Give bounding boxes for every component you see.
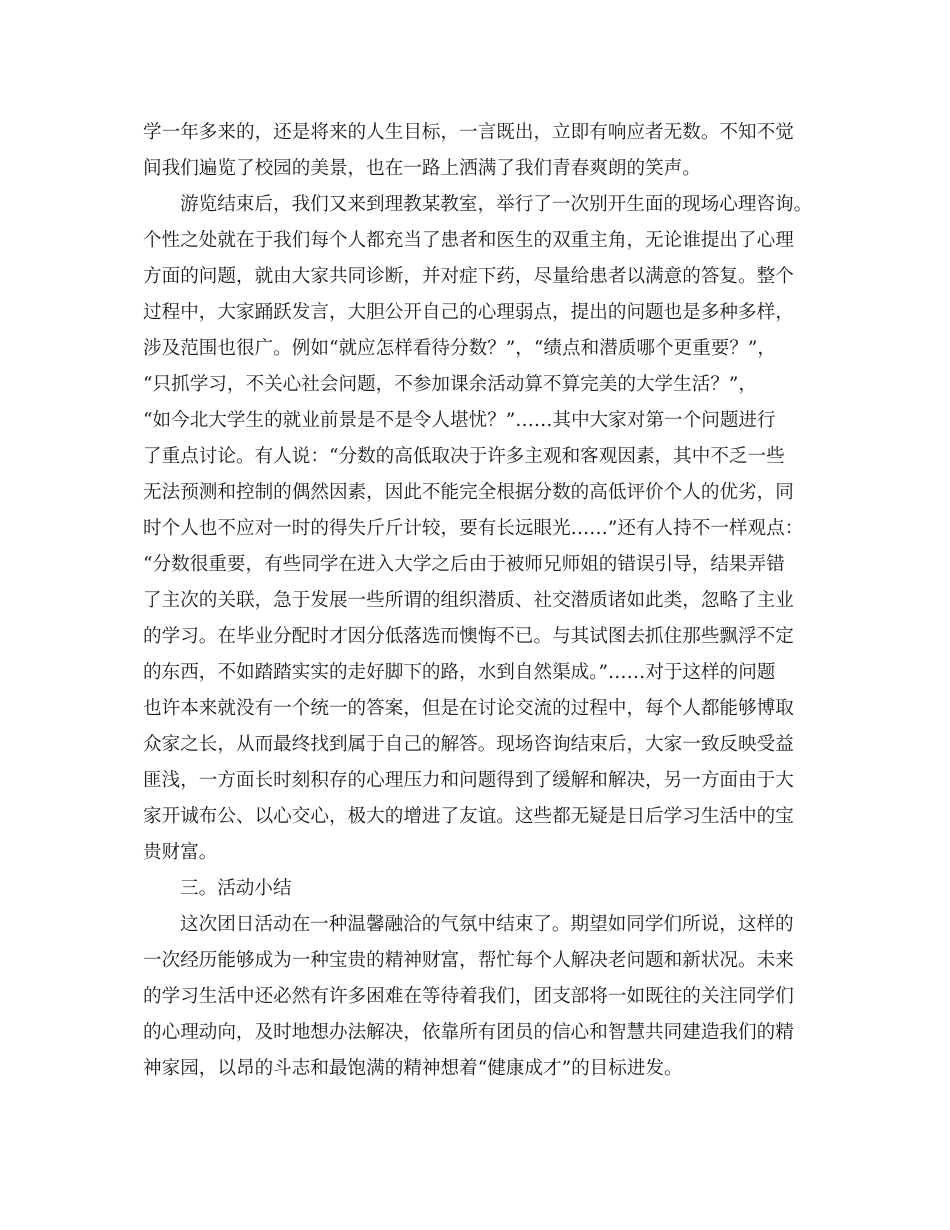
text-line: 匪浅，一方面长时刻积存的心理压力和问题得到了缓解和解决，另一方面由于大	[143, 770, 794, 791]
text-line: 贵财富。	[143, 842, 218, 863]
text-line: 涉及范围也很广。例如“就应怎样看待分数？”，“绩点和潜质哪个更重要？”，	[143, 338, 777, 359]
text-line: 过程中，大家踊跃发言，大胆公开自己的心理弱点，提出的问题也是多种多样，	[143, 302, 794, 323]
text-line: “分数很重要，有些同学在进入大学之后由于被师兄师姐的错误引导，结果弄错	[143, 554, 785, 575]
text-line: “如今北大学生的就业前景是不是令人堪忧？”……其中大家对第一个问题进行	[143, 410, 776, 431]
text-line: 一次经历能够成为一种宝贵的精神财富，帮忙每个人解决老问题和新状况。未来	[143, 950, 794, 971]
text-line: 的学习。在毕业分配时才因分低落选而懊悔不已。与其试图去抓住那些飘浮不定	[143, 626, 794, 647]
text-line: 的东西，不如踏踏实实的走好脚下的路，水到自然渠成。”……对于这样的问题	[143, 662, 776, 683]
section-heading: 三。活动小结	[180, 878, 292, 899]
text-line: 的学习生活中还必然有许多困难在等待着我们，团支部将一如既往的关注同学们	[143, 986, 794, 1007]
text-line: 的心理动向，及时地想办法解决，依靠所有团员的信心和智慧共同建造我们的精	[143, 1022, 794, 1043]
text-line: 学一年多来的，还是将来的人生目标，一言既出，立即有响应者无数。不知不觉	[143, 122, 794, 143]
text-line: 家开诚布公、以心交心，极大的增进了友谊。这些都无疑是日后学习生活中的宝	[143, 806, 794, 827]
text-line: 方面的问题，就由大家共同诊断，并对症下药，尽量给患者以满意的答复。整个	[143, 266, 794, 287]
text-line: 时个人也不应对一时的得失斤斤计较，要有长远眼光……”还有人持不一样观点：	[143, 518, 804, 539]
text-line: 众家之长，从而最终找到属于自己的解答。现场咨询结束后，大家一致反映受益	[143, 734, 794, 755]
text-line: 无法预测和控制的偶然因素，因此不能完全根据分数的高低评价个人的优劣，同	[143, 482, 794, 503]
paragraph-first-line: 这次团日活动在一种温馨融洽的气氛中结束了。期望如同学们所说，这样的	[180, 914, 794, 935]
text-line: 个性之处就在于我们每个人都充当了患者和医生的双重主角，无论谁提出了心理	[143, 230, 794, 251]
text-line: 也许本来就没有一个统一的答案，但是在讨论交流的过程中，每个人都能够博取	[143, 698, 794, 719]
text-line: 了重点讨论。有人说：“分数的高低取决于许多主观和客观因素，其中不乏一些	[143, 446, 785, 467]
text-line: “只抓学习，不关心社会问题，不参加课余活动算不算完美的大学生活？”，	[143, 374, 758, 395]
text-line: 了主次的关联，急于发展一些所谓的组织潜质、社交潜质诸如此类，忽略了主业	[143, 590, 794, 611]
text-line: 神家园，以昂的斗志和最饱满的精神想着“健康成才”的目标进发。	[143, 1058, 683, 1079]
text-line: 间我们遍览了校园的美景，也在一路上洒满了我们青春爽朗的笑声。	[143, 158, 701, 179]
paragraph-first-line: 游览结束后，我们又来到理教某教室，举行了一次别开生面的现场心理咨询。	[180, 194, 813, 215]
